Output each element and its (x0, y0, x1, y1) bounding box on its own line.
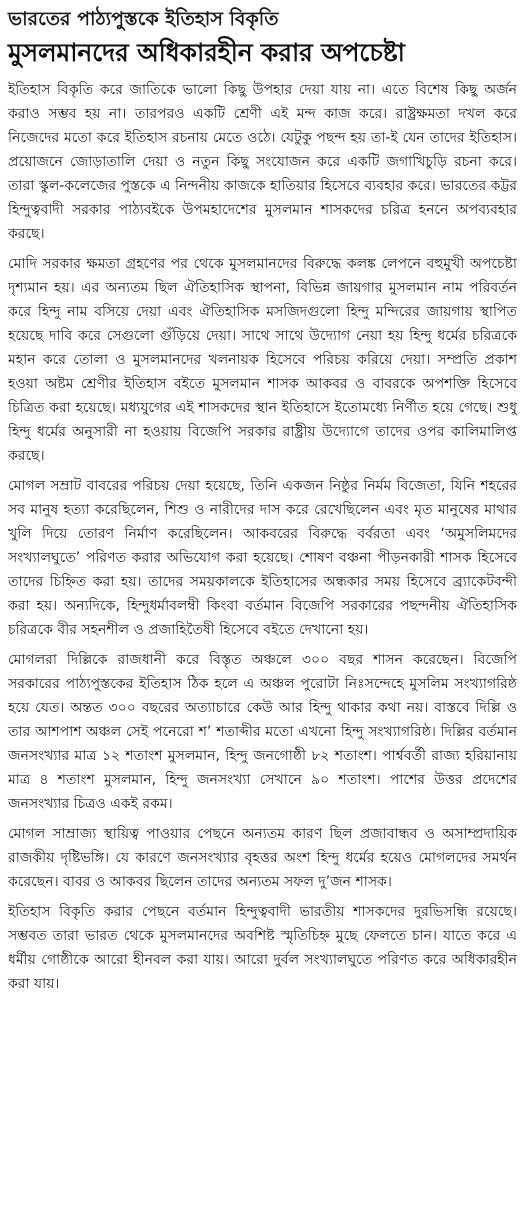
article-paragraph: মোগল সম্রাট বাবরের পরিচয় দেয়া হয়েছে, তিনি একজন নিষ্ঠুর নির্মম বিজেতা, যিনি শহরের সব মানুষ হত্যা করেছিলেন, শিশু ও নারীদের দাস করে রেখেছিলেন এবং মৃত মানুষের মাথার খুলি দিয়ে তোরণ নির্মাণ করেছিলেন। আকবরের বিরুদ্ধে বর্বরতা এবং ‘অমুসলিমদের সংখ্যালঘুতে’ পরিণত করার অভিযোগ করা হয়েছে। শোষণ বঞ্চনা পীড়নকারী শাসক হিসেবে তাদের চিহ্নিত করা হয়। তাদের সময়কালকে ইতিহাসের অন্ধকার সময় হিসেবে ব্র্যাকেটবন্দী করা হয়। অন্যদিকে, হিন্দুধর্মাবলম্বী কিংবা বর্তমান বিজেপি সরকারের পছন্দনীয় ঐতিহাসিক চরিত্রকে বীর সহনশীল ও প্রজাহিতৈষী হিসেবে বইতে দেখানো হয়। (8, 478, 517, 638)
article-paragraph: মোগলরা দিল্লিকে রাজধানী করে বিস্তৃত অঞ্চলে ৩০০ বছর শাসন করেছেন। বিজেপি সরকারের পাঠ্যপুস্তকের ইতিহাস ঠিক হলে এ অঞ্চল পুরোটা নিঃসন্দেহে মুসলিম সংখ্যাগরিষ্ঠ হয়ে যেত। অন্তত ৩০০ বছরের অত্যাচারে কেউ আর হিন্দু থাকার কথা নয়। বাস্তবে দিল্লি ও তার আশপাশ অঞ্চল সেই পনেরো শ’ শতাব্দীর মতো এখনো হিন্দু সংখ্যাগরিষ্ঠ। দিল্লির বর্তমান জনসংখ্যার মাত্র ১২ শতাংশ মুসলমান, হিন্দু জনগোষ্ঠী ৮২ শতাংশ। পার্শ্ববর্তী রাজ্য হরিয়ানায় মাত্র ৪ শতাংশ মুসলমান, হিন্দু জনসংখ্যা সেখানে ৯০ শতাংশ। পাশের উত্তর প্রদেশের জনসংখ্যার চিত্রও একই রকম। (8, 652, 517, 812)
article-headline: মুসলমানদের অধিকারহীন করার অপচেষ্টা (8, 38, 405, 67)
article-kicker: ভারতের পাঠ্যপুস্তকে ইতিহাস বিকৃতি (8, 8, 279, 30)
article-body (8, 78, 517, 996)
article-paragraph: ইতিহাস বিকৃতি করার পেছনে বর্তমান হিন্দুত্ববাদী ভারতীয় শাসকদের দুরভিসন্ধি রয়েছে। সম্ভবত তারা ভারত থেকে মুসলমানদের অবশিষ্ট স্মৃতিচিহ্ন মুছে ফেলতে চান। যাতে করে এ ধর্মীয় গোষ্ঠীকে আরো হীনবল করা যায়। আরো দুর্বল সংখ্যালঘুতে পরিণত করে অধিকারহীন করা যায়। (8, 904, 517, 992)
article-paragraph: মোদি সরকার ক্ষমতা গ্রহণের পর থেকে মুসলমানদের বিরুদ্ধে কলঙ্ক লেপনে বহুমুখী অপচেষ্টা দৃশ্যমান হয়। এর অন্যতম ছিল ঐতিহাসিক স্থাপনা, বিভিন্ন জায়গার মুসলমান নাম পরিবর্তন করে হিন্দু নাম বসিয়ে দেয়া এবং ঐতিহাসিক মসজিদগুলো হিন্দু মন্দিরের জায়গায় স্থাপিত হয়েছে দাবি করে সেগুলো গুঁড়িয়ে দেয়া। সাথে সাথে উদ্যোগ নেয়া হয় হিন্দু ধর্মের চরিত্রকে মহান করে তোলা ও মুসলমানদের খলনায়ক হিসেবে পরিচয় করিয়ে দেয়া। সম্প্রতি প্রকাশ হওয়া অষ্টম শ্রেণীর ইতিহাস বইতে মুসলমান শাসক আকবর ও বাবরকে অপশক্তি হিসেবে চিত্রিত করা হয়েছে। মধ্যযুগের এই শাসকদের স্থান ইতিহাসে ইতোমধ্যে নির্ণীত হয়ে গেছে। শুধু হিন্দু ধর্মের অনুসারী না হওয়ায় বিজেপি সরকার রাষ্ট্রীয় উদ্যোগে তাদের ওপর কালিমালিপ্ত করছে। (8, 256, 517, 464)
article-paragraph: ইতিহাস বিকৃতি করে জাতিকে ভালো কিছু উপহার দেয়া যায় না। এতে বিশেষ কিছু অর্জন করাও সম্ভব হয় না। তারপরও একটি শ্রেণী এই মন্দ কাজ করে। রাষ্ট্রক্ষমতা দখল করে নিজেদের মতো করে ইতিহাস রচনায় মেতে ওঠে। যেটুকু পছন্দ হয় তা-ই যেন তাদের ইতিহাস। প্রয়োজনে জোড়াতালি দেয়া ও নতুন কিছু সংযোজন করে একটি জগাখিচুড়ি রচনা করে। তারা স্কুল-কলেজের পুস্তকে এ নিন্দনীয় কাজকে হাতিয়ার হিসেবে ব্যবহার করে। ভারতের কট্টর হিন্দুত্ববাদী সরকার পাঠ্যবইকে উপমহাদেশের মুসলমান শাসকদের চরিত্র হননে অপব্যবহার করছে। (8, 82, 518, 242)
article-paragraph: মোগল সাম্রাজ্য স্থায়িত্ব পাওয়ার পেছনে অন্যতম কারণ ছিল প্রজাবান্ধব ও অসাম্প্রদায়িক রাজকীয় দৃষ্টিভঙ্গি। যে কারণে জনসংখ্যার বৃহত্তর অংশ হিন্দু ধর্মের হয়েও মোগলদের সমর্থন করেছেন। বাবর ও আকবর ছিলেন তাদের অন্যতম সফল দু’জন শাসক। (8, 826, 517, 890)
